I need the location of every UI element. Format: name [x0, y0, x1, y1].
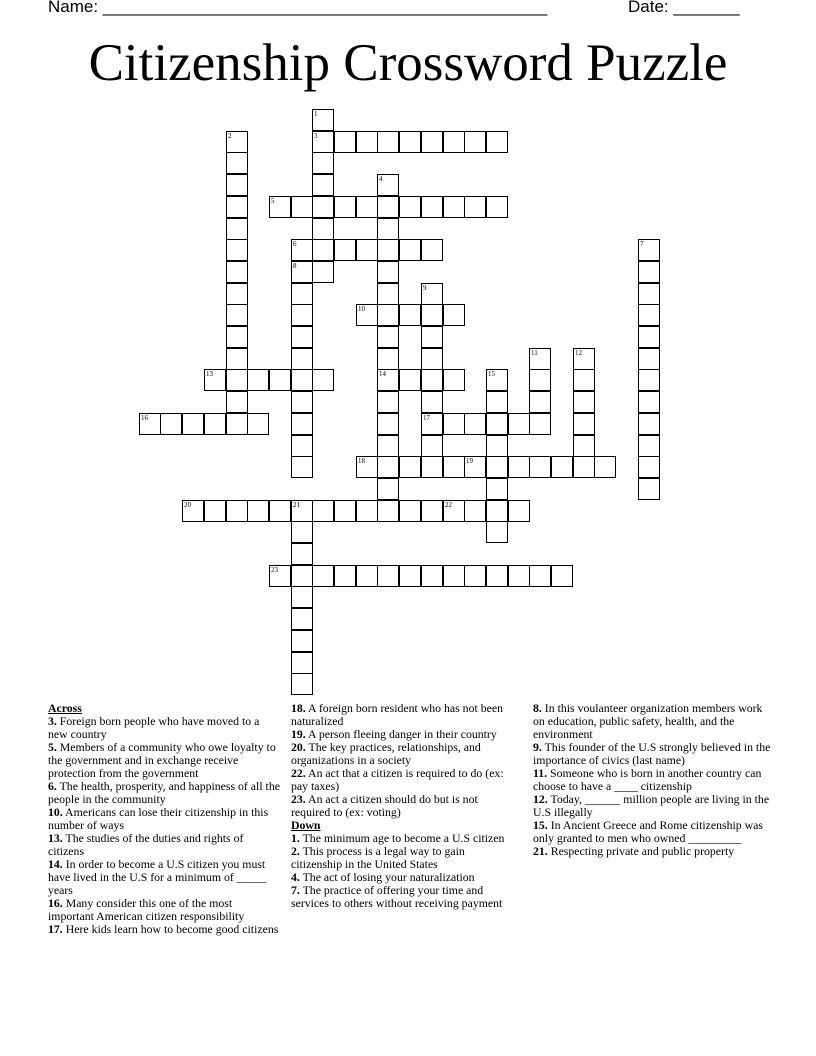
grid-cell[interactable]	[312, 369, 334, 391]
clue-number: 8	[293, 262, 297, 270]
grid-cell[interactable]	[334, 239, 356, 261]
grid-cell[interactable]	[226, 391, 248, 413]
grid-cell[interactable]	[551, 565, 573, 587]
grid-cell[interactable]	[291, 283, 313, 305]
down-clue: 21. Respecting private and public property	[533, 844, 735, 858]
grid-cell[interactable]	[421, 456, 443, 478]
grid-cell[interactable]	[291, 239, 313, 261]
across-clue: 6. The health, prosperity, and happiness of all the people in the community	[48, 779, 280, 806]
grid-cell[interactable]	[377, 261, 399, 283]
grid-cell[interactable]	[377, 218, 399, 240]
grid-cell[interactable]	[334, 131, 356, 153]
clue-number: 22	[445, 501, 452, 509]
grid-cell[interactable]	[226, 261, 248, 283]
grid-cell[interactable]	[312, 196, 334, 218]
grid-cell[interactable]	[421, 283, 443, 305]
grid-cell[interactable]	[291, 543, 313, 565]
grid-cell[interactable]	[334, 196, 356, 218]
grid-cell[interactable]	[269, 196, 291, 218]
grid-cell[interactable]	[421, 326, 443, 348]
grid-cell[interactable]	[291, 413, 313, 435]
grid-cell[interactable]	[291, 456, 313, 478]
grid-cell[interactable]	[356, 239, 378, 261]
grid-cell[interactable]	[291, 608, 313, 630]
grid-cell[interactable]	[291, 326, 313, 348]
grid-cell[interactable]	[529, 413, 551, 435]
grid-cell[interactable]	[312, 239, 334, 261]
grid-cell[interactable]	[247, 413, 269, 435]
down-clue: 9. This founder of the U.S strongly believed in the importance of civics (last name)	[533, 740, 771, 767]
clue-number: 17	[423, 414, 430, 422]
grid-cell[interactable]	[421, 348, 443, 370]
grid-cell[interactable]	[312, 565, 334, 587]
grid-cell[interactable]	[312, 218, 334, 240]
grid-cell[interactable]	[139, 413, 161, 435]
grid-cell[interactable]	[573, 435, 595, 457]
grid-cell[interactable]	[443, 131, 465, 153]
grid-cell[interactable]	[399, 565, 421, 587]
grid-cell[interactable]	[508, 565, 530, 587]
grid-cell[interactable]	[247, 369, 269, 391]
down-clue: 8. In this voulanteer organization members work on education, public safety, health, and the environment	[533, 701, 763, 741]
grid-cell[interactable]	[377, 304, 399, 326]
grid-cell[interactable]	[464, 413, 486, 435]
grid-cell[interactable]	[226, 500, 248, 522]
across-clue: 16. Many consider this one of the most important American citizen responsibility	[48, 896, 245, 923]
across-heading: Across	[48, 701, 82, 715]
grid-cell[interactable]	[226, 239, 248, 261]
grid-cell[interactable]	[508, 413, 530, 435]
grid-cell[interactable]	[291, 391, 313, 413]
down-clue: 7. The practice of offering your time and services to others without receiving payment	[291, 883, 503, 910]
grid-cell[interactable]	[291, 521, 313, 543]
grid-cell[interactable]	[377, 413, 399, 435]
grid-cell[interactable]	[377, 174, 399, 196]
grid-cell[interactable]	[291, 435, 313, 457]
clues-column-3	[533, 702, 771, 858]
clue-number: 21	[293, 501, 300, 509]
grid-cell[interactable]	[312, 261, 334, 283]
grid-cell[interactable]	[421, 196, 443, 218]
date-field-label[interactable]: Date: _______	[628, 0, 740, 16]
grid-cell[interactable]	[638, 239, 660, 261]
grid-cell[interactable]	[421, 391, 443, 413]
clue-number: 3	[314, 132, 318, 140]
grid-cell[interactable]	[421, 500, 443, 522]
across-clue: 14. In order to become a U.S citizen you must have lived in the U.S for a minimum of _____ years	[48, 857, 267, 897]
grid-cell[interactable]	[464, 500, 486, 522]
clue-number: 12	[575, 349, 582, 357]
grid-cell[interactable]	[443, 196, 465, 218]
grid-cell[interactable]	[377, 565, 399, 587]
grid-cell[interactable]	[638, 369, 660, 391]
clue-number: 14	[379, 370, 386, 378]
grid-cell[interactable]	[291, 304, 313, 326]
grid-cell[interactable]	[377, 500, 399, 522]
grid-cell[interactable]	[269, 500, 291, 522]
grid-cell[interactable]	[638, 326, 660, 348]
grid-cell[interactable]	[529, 456, 551, 478]
clue-number: 2	[228, 132, 232, 140]
grid-cell[interactable]	[486, 565, 508, 587]
down-clue: 12. Today, ______ million people are living in the U.S illegally	[533, 792, 770, 819]
grid-cell[interactable]	[638, 413, 660, 435]
across-clue: 13. The studies of the duties and rights of citizens	[48, 831, 244, 858]
grid-cell[interactable]	[377, 283, 399, 305]
grid-cell[interactable]	[638, 435, 660, 457]
clue-number: 18	[358, 457, 365, 465]
grid-cell[interactable]	[226, 348, 248, 370]
grid-cell[interactable]	[638, 391, 660, 413]
grid-cell[interactable]	[291, 652, 313, 674]
clue-number: 11	[531, 349, 538, 357]
grid-cell[interactable]	[356, 131, 378, 153]
clue-number: 9	[423, 284, 427, 292]
grid-cell[interactable]	[486, 131, 508, 153]
clue-number: 4	[379, 175, 383, 183]
grid-cell[interactable]	[443, 304, 465, 326]
grid-cell[interactable]	[226, 326, 248, 348]
grid-cell[interactable]	[508, 456, 530, 478]
clue-number: 10	[358, 305, 365, 313]
grid-cell[interactable]	[226, 131, 248, 153]
grid-cell[interactable]	[182, 413, 204, 435]
grid-cell[interactable]	[638, 348, 660, 370]
grid-cell[interactable]	[529, 565, 551, 587]
grid-cell[interactable]	[226, 413, 248, 435]
grid-cell[interactable]	[204, 500, 226, 522]
grid-cell[interactable]	[377, 348, 399, 370]
grid-cell[interactable]	[226, 218, 248, 240]
grid-cell[interactable]	[269, 369, 291, 391]
across-clue: 23. An act a citizen should do but is not required to (ex: voting)	[291, 792, 478, 819]
grid-cell[interactable]	[551, 456, 573, 478]
down-clue: 11. Someone who is born in another country can choose to have a ____ citizenship	[533, 766, 762, 793]
clue-number: 6	[293, 240, 297, 248]
grid-cell[interactable]	[486, 196, 508, 218]
grid-cell[interactable]	[529, 369, 551, 391]
grid-cell[interactable]	[399, 131, 421, 153]
across-clue: 10. Americans can lose their citizenship in this number of ways	[48, 805, 269, 832]
across-clue: 20. The key practices, relationships, and organizations in a society	[291, 740, 481, 767]
grid-cell[interactable]	[399, 369, 421, 391]
grid-cell[interactable]	[204, 369, 226, 391]
grid-cell[interactable]	[377, 131, 399, 153]
grid-cell[interactable]	[226, 196, 248, 218]
across-clue: 22. An act that a citizen is required to do (ex: pay taxes)	[291, 766, 504, 793]
name-field-label[interactable]: Name: _______________________________________________	[48, 0, 548, 16]
grid-cell[interactable]	[421, 304, 443, 326]
grid-cell[interactable]	[312, 152, 334, 174]
across-clue: 18. A foreign born resident who has not been naturalized	[291, 701, 503, 728]
grid-cell[interactable]	[377, 369, 399, 391]
grid-cell[interactable]	[573, 413, 595, 435]
grid-cell[interactable]	[377, 391, 399, 413]
grid-cell[interactable]	[356, 565, 378, 587]
grid-cell[interactable]	[291, 630, 313, 652]
grid-cell[interactable]	[443, 413, 465, 435]
across-clue: 3. Foreign born people who have moved to a new country	[48, 714, 260, 741]
across-clue: 19. A person fleeing danger in their country	[291, 727, 497, 741]
clue-number: 5	[271, 197, 275, 205]
grid-cell[interactable]	[464, 196, 486, 218]
clue-number: 16	[141, 414, 148, 422]
down-clue: 1. The minimum age to become a U.S citizen	[291, 831, 505, 845]
grid-cell[interactable]	[377, 435, 399, 457]
clue-number: 19	[466, 457, 473, 465]
clue-number: 7	[640, 240, 644, 248]
grid-cell[interactable]	[486, 500, 508, 522]
grid-cell[interactable]	[486, 456, 508, 478]
grid-cell[interactable]	[399, 500, 421, 522]
grid-cell[interactable]	[486, 521, 508, 543]
grid-cell[interactable]	[312, 131, 334, 153]
grid-cell[interactable]	[334, 565, 356, 587]
down-clue: 2. This process is a legal way to gain citizenship in the United States	[291, 844, 465, 871]
grid-cell[interactable]	[226, 304, 248, 326]
grid-cell[interactable]	[312, 109, 334, 131]
grid-cell[interactable]	[421, 239, 443, 261]
grid-cell[interactable]	[486, 413, 508, 435]
grid-cell[interactable]	[291, 586, 313, 608]
grid-cell[interactable]	[486, 478, 508, 500]
grid-cell[interactable]	[226, 174, 248, 196]
grid-cell[interactable]	[269, 565, 291, 587]
grid-cell[interactable]	[399, 239, 421, 261]
grid-cell[interactable]	[486, 369, 508, 391]
grid-cell[interactable]	[443, 369, 465, 391]
grid-cell[interactable]	[638, 304, 660, 326]
grid-cell[interactable]	[182, 500, 204, 522]
grid-cell[interactable]	[508, 500, 530, 522]
grid-cell[interactable]	[421, 435, 443, 457]
grid-cell[interactable]	[312, 174, 334, 196]
down-clue: 15. In Ancient Greece and Rome citizenship was only granted to men who owned _________	[533, 818, 763, 845]
grid-cell[interactable]	[486, 391, 508, 413]
grid-cell[interactable]	[573, 369, 595, 391]
puzzle-title: Citizenship Crossword Puzzle	[88, 34, 728, 92]
grid-cell[interactable]	[443, 456, 465, 478]
grid-cell[interactable]	[226, 369, 248, 391]
grid-cell[interactable]	[160, 413, 182, 435]
grid-cell[interactable]	[377, 478, 399, 500]
grid-cell[interactable]	[291, 196, 313, 218]
grid-cell[interactable]	[377, 326, 399, 348]
across-clue: 5. Members of a community who owe loyalty to the government and in exchange receive protection from the government	[48, 740, 276, 780]
across-clue: 17. Here kids learn how to become good citizens	[48, 922, 279, 936]
grid-cell[interactable]	[638, 283, 660, 305]
clue-number: 15	[488, 370, 495, 378]
grid-cell[interactable]	[291, 369, 313, 391]
grid-cell[interactable]	[291, 673, 313, 695]
grid-cell[interactable]	[377, 239, 399, 261]
grid-cell[interactable]	[291, 348, 313, 370]
grid-cell[interactable]	[464, 131, 486, 153]
grid-cell[interactable]	[399, 304, 421, 326]
clue-number: 20	[184, 501, 191, 509]
grid-cell[interactable]	[573, 391, 595, 413]
grid-cell[interactable]	[594, 456, 616, 478]
grid-cell[interactable]	[399, 456, 421, 478]
grid-cell[interactable]	[421, 131, 443, 153]
clue-number: 13	[206, 370, 213, 378]
down-clue: 4. The act of losing your naturalization	[291, 870, 475, 884]
clue-number: 23	[271, 566, 278, 574]
grid-cell[interactable]	[638, 261, 660, 283]
grid-cell[interactable]	[443, 500, 465, 522]
grid-cell[interactable]	[399, 196, 421, 218]
clues-column-2	[291, 702, 513, 910]
grid-cell[interactable]	[204, 413, 226, 435]
grid-cell[interactable]	[486, 435, 508, 457]
grid-cell[interactable]	[226, 152, 248, 174]
grid-cell[interactable]	[356, 304, 378, 326]
grid-cell[interactable]	[443, 565, 465, 587]
grid-cell[interactable]	[421, 565, 443, 587]
clue-number: 1	[314, 110, 318, 118]
grid-cell[interactable]	[291, 500, 313, 522]
grid-cell[interactable]	[356, 500, 378, 522]
grid-cell[interactable]	[421, 413, 443, 435]
grid-cell[interactable]	[377, 196, 399, 218]
grid-cell[interactable]	[573, 348, 595, 370]
grid-cell[interactable]	[529, 391, 551, 413]
grid-cell[interactable]	[573, 456, 595, 478]
grid-cell[interactable]	[377, 456, 399, 478]
clues-column-1	[48, 702, 280, 936]
grid-cell[interactable]	[334, 500, 356, 522]
grid-cell[interactable]	[464, 456, 486, 478]
grid-cell[interactable]	[291, 565, 313, 587]
grid-cell[interactable]	[356, 456, 378, 478]
down-heading: Down	[291, 818, 321, 832]
grid-cell[interactable]	[226, 283, 248, 305]
grid-cell[interactable]	[356, 196, 378, 218]
grid-cell[interactable]	[247, 500, 269, 522]
grid-cell[interactable]	[312, 500, 334, 522]
grid-cell[interactable]	[421, 369, 443, 391]
grid-cell[interactable]	[291, 261, 313, 283]
grid-cell[interactable]	[464, 565, 486, 587]
grid-cell[interactable]	[638, 456, 660, 478]
grid-cell[interactable]	[638, 478, 660, 500]
grid-cell[interactable]	[529, 348, 551, 370]
